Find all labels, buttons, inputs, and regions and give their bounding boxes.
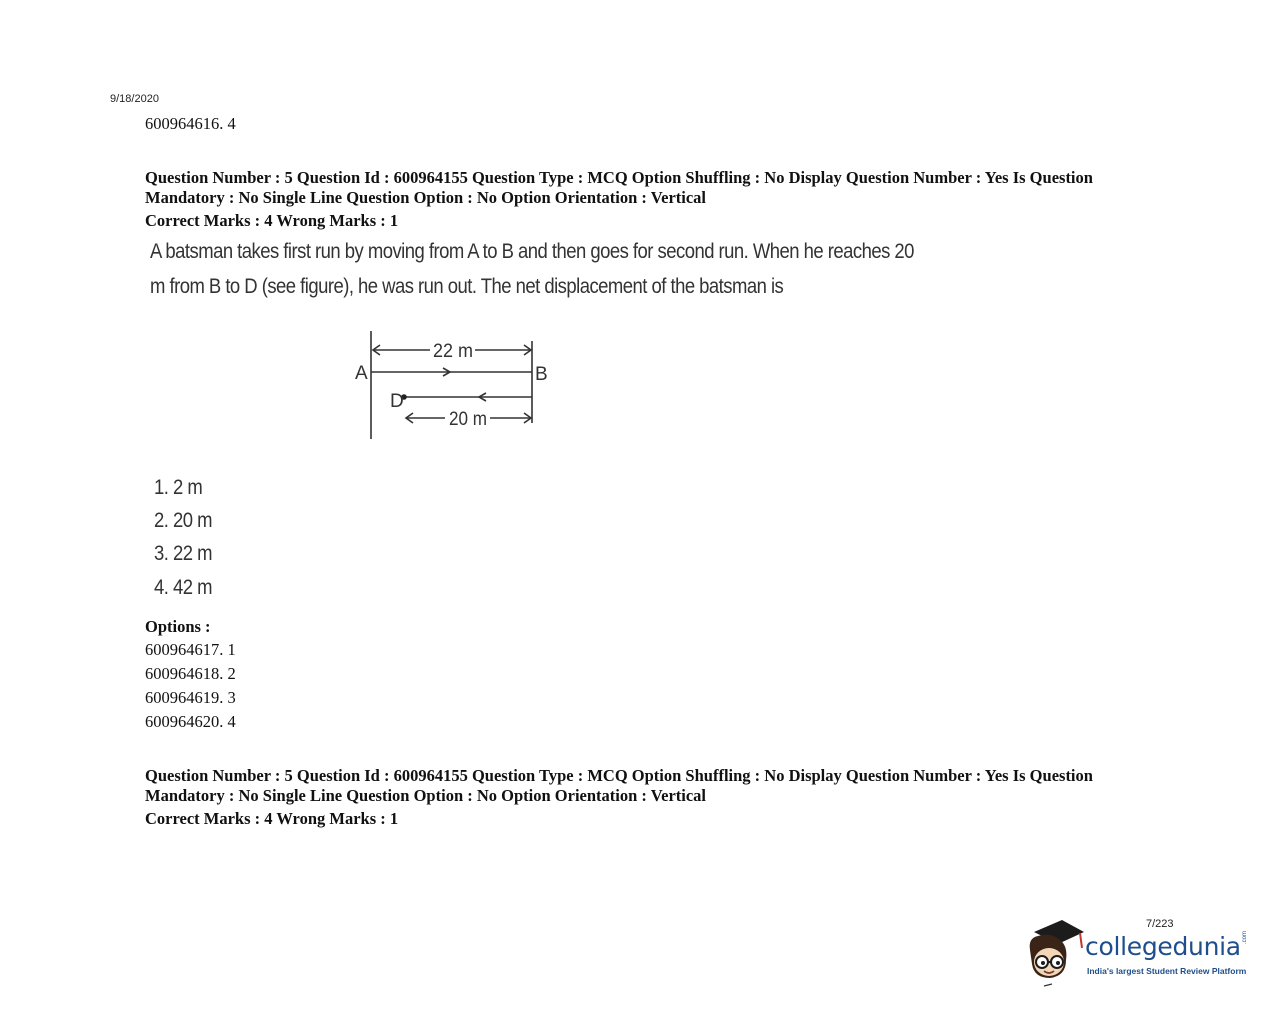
question-marks: Correct Marks : 4 Wrong Marks : 1 bbox=[145, 211, 399, 230]
displacement-figure bbox=[340, 325, 570, 445]
option-id: 600964617. 1 bbox=[145, 640, 236, 659]
next-question-marks: Correct Marks : 4 Wrong Marks : 1 bbox=[145, 809, 399, 828]
question-text-line-2: m from B to D (see figure), he was run out. The net displacement of the batsman is bbox=[150, 275, 784, 298]
label-d: D bbox=[390, 391, 404, 412]
brand-suffix: .com bbox=[1242, 930, 1248, 944]
collegedunia-mascot-icon bbox=[1022, 916, 1086, 988]
answer-choice: 4. 42 m bbox=[154, 576, 212, 599]
label-b: B bbox=[535, 364, 548, 385]
answer-choice: 1. 2 m bbox=[154, 476, 203, 499]
next-question-meta-line-2: Mandatory : No Single Line Question Option : No Option Orientation : Vertical bbox=[145, 786, 707, 805]
question-meta-line-2: Mandatory : No Single Line Question Option : No Option Orientation : Vertical bbox=[145, 188, 707, 207]
next-question-meta bbox=[145, 766, 1155, 806]
brand-name: collegedunia bbox=[1085, 932, 1241, 961]
answer-choice: 2. 20 m bbox=[154, 509, 212, 532]
label-ab-distance: 22 m bbox=[433, 341, 473, 362]
label-bd-distance: 20 m bbox=[449, 409, 487, 430]
answer-choice: 3. 22 m bbox=[154, 542, 212, 565]
page-number: 7/223 bbox=[1146, 918, 1174, 930]
question-meta-line-1: Question Number : 5 Question Id : 600964155 Question Type : MCQ Option Shuffling : No Display Question Number : Yes Is Question bbox=[145, 168, 1093, 187]
label-a: A bbox=[355, 363, 368, 384]
option-id: 600964619. 3 bbox=[145, 688, 236, 707]
brand-tagline: India's largest Student Review Platform bbox=[1087, 966, 1247, 976]
options-heading: Options : bbox=[145, 617, 211, 636]
question-meta bbox=[145, 168, 1155, 208]
print-date: 9/18/2020 bbox=[110, 93, 159, 105]
previous-option-id: 600964616. 4 bbox=[145, 114, 236, 133]
option-id: 600964620. 4 bbox=[145, 712, 236, 731]
question-text-line-1: A batsman takes first run by moving from A to B and then goes for second run. When he reaches 20 bbox=[150, 240, 914, 263]
option-id: 600964618. 2 bbox=[145, 664, 236, 683]
next-question-meta-line-1: Question Number : 5 Question Id : 600964155 Question Type : MCQ Option Shuffling : No Display Question Number : Yes Is Question bbox=[145, 766, 1093, 785]
